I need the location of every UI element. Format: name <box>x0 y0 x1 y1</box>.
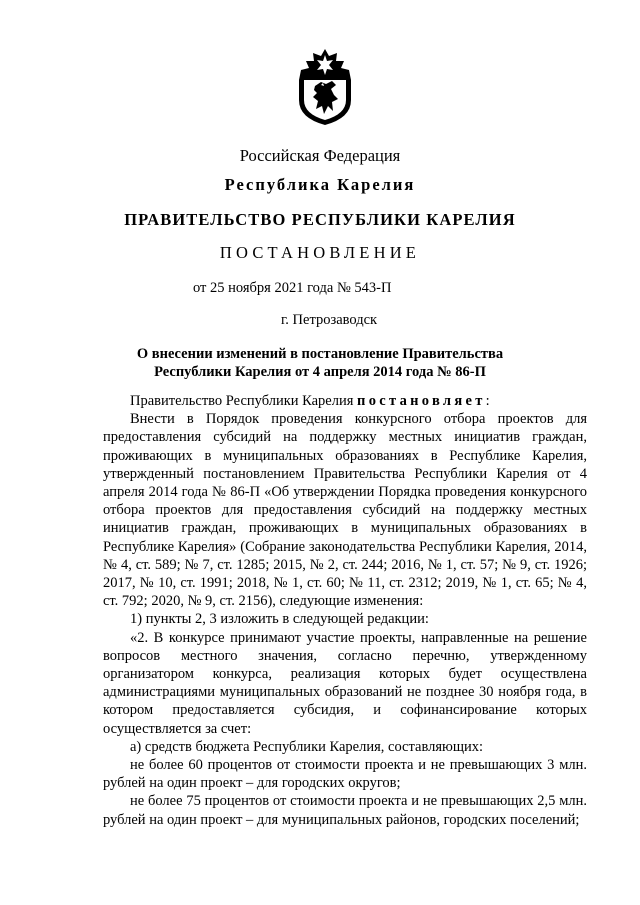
body-paragraph: а) средств бюджета Республики Карелия, составляющих: <box>130 738 484 755</box>
document-date-number: от 25 ноября 2021 года № 543-П <box>193 280 392 296</box>
body-paragraph: Внести в Порядок проведения конкурсного отбора проектов для предоставления субсидий на поддержку местных инициатив граждан, проживающих в муниципальных образованиях в Республике Карелия, утвержденный постановлением Правительства Республики Карелия от 4 апреля 2014 года № 86-П «Об утверждении Порядка проведения конкурсного отбора проектов для предоставления субсидий на поддержку местных инициатив граждан, проживающих в муниципальных образованиях в Республике Карелия» (Собрание законодательства Республики Карелия, 2014, № 4, ст. 589; № 7, ст. 1285; 2015, № 2, ст. 244; 2016, № 1, ст. 57; № 9, ст. 1926; 2017, № 10, ст. 1991; 2018, № 1, ст. 60; № 11, ст. 2312; 2019, № 1, ст. 65; № 4, ст. 792; 2020, № 9, ст. 2156), следующие изменения: <box>103 411 587 610</box>
country-name: Российская Федерация <box>239 146 401 165</box>
body-paragraph: 1) пункты 2, 3 изложить в следующей редакции: <box>130 611 429 628</box>
body-paragraph: не более 60 процентов от стоимости проекта и не превышающих 3 млн. рублей на один проект – для городских округов; <box>103 757 587 792</box>
intro-suffix: : <box>485 393 490 409</box>
intro-verb: постановляет <box>357 393 486 409</box>
document-title-line-2: Республики Карелия от 4 апреля 2014 года № 86-П <box>154 364 486 380</box>
intro-paragraph <box>103 392 587 410</box>
document-type: ПОСТАНОВЛЕНИЕ <box>219 243 421 262</box>
government-name: ПРАВИТЕЛЬСТВО РЕСПУБЛИКИ КАРЕЛИЯ <box>124 210 516 229</box>
coat-of-arms-of-karelia-emblem <box>296 48 354 126</box>
body-paragraph: «2. В конкурсе принимают участие проекты, направленные на решение вопросов местного значения, согласно перечню, утвержденному организатором конкурса, реализация которых будет осуществлена администрациями муниципальных образований не позднее 30 ноября года, в котором предоставляется субсидия, и софинансирование которых осуществляется за счет: <box>103 629 587 737</box>
republic-name: Республика Карелия <box>224 175 416 194</box>
intro-prefix: Правительство Республики Карелия <box>130 393 358 409</box>
document-title-line-1: О внесении изменений в постановление Правительства <box>136 346 504 362</box>
document-city: г. Петрозаводск <box>281 312 378 328</box>
document-body <box>103 392 587 829</box>
body-paragraph: не более 75 процентов от стоимости проекта и не превышающих 2,5 млн. рублей на один проект – для муниципальных районов, городских поселений; <box>103 793 587 828</box>
